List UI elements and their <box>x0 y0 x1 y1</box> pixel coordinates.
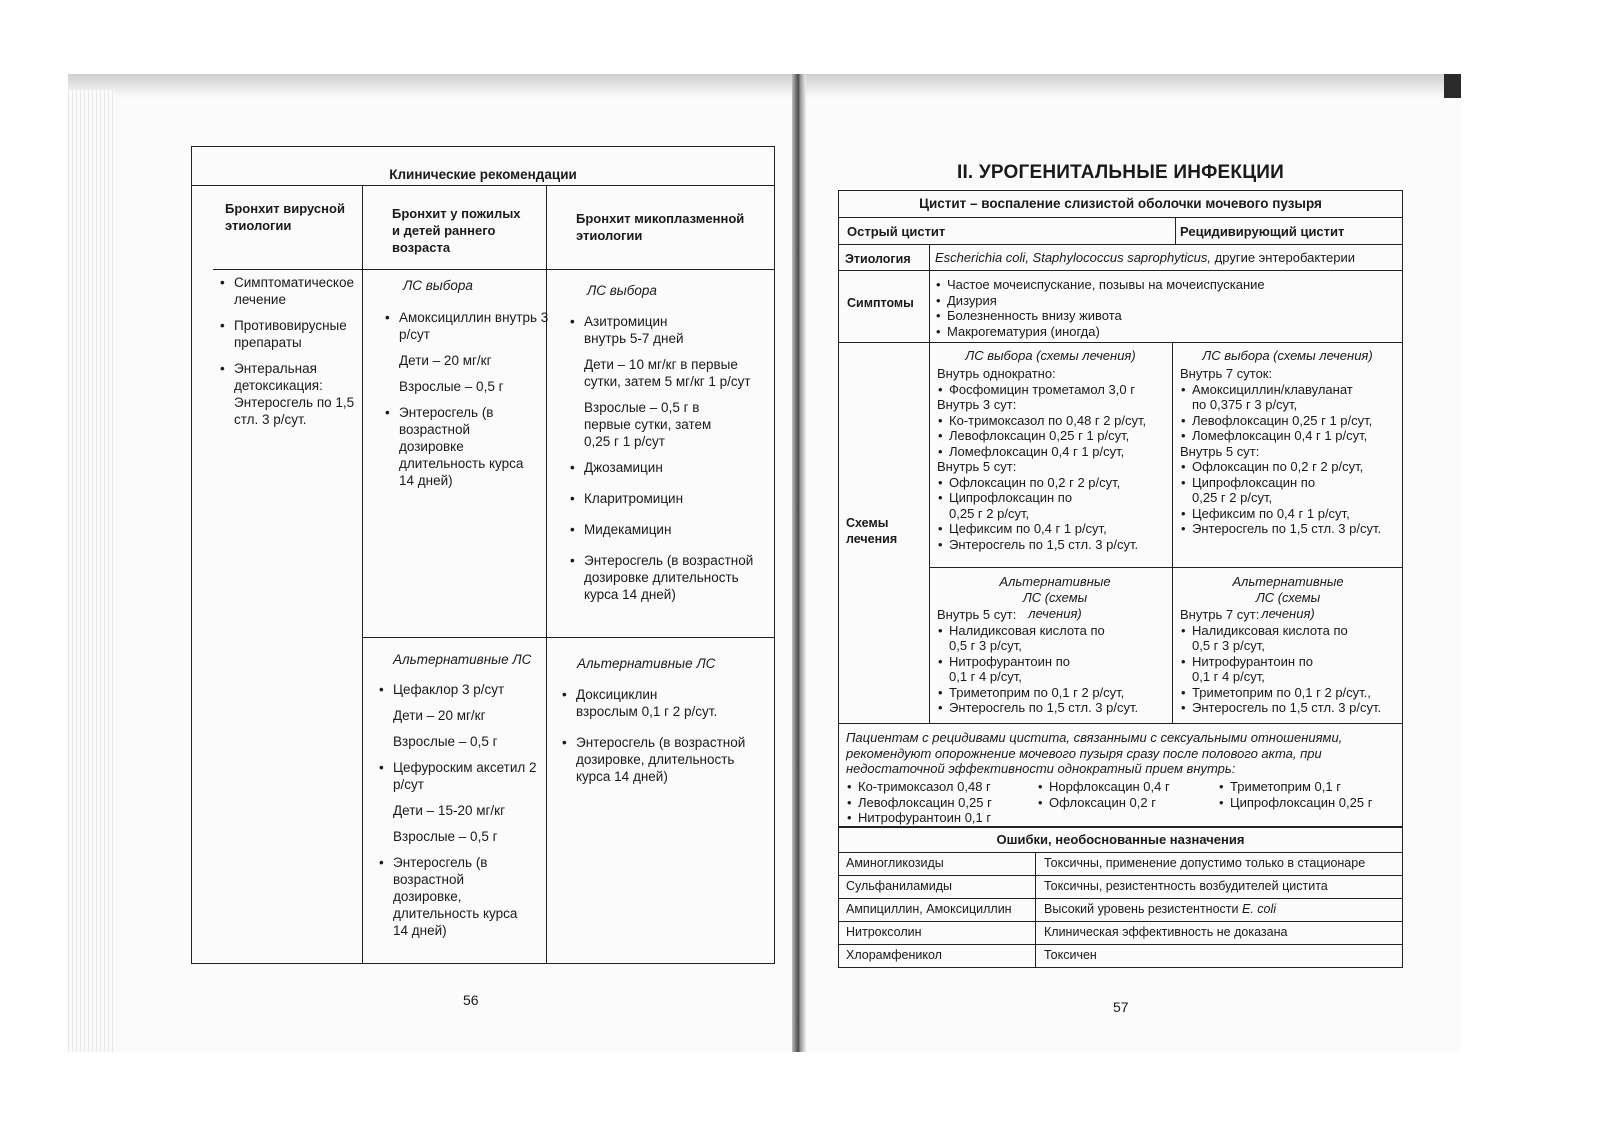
note-list-1 <box>846 779 1031 826</box>
list-item: • Левофлоксацин 0,25 г <box>846 795 1031 811</box>
title-divider <box>191 185 775 186</box>
h-line <box>929 567 1403 568</box>
list-item: • Норфлоксацин 0,4 г <box>1037 779 1212 795</box>
regimen-heading: Внутрь 5 сут: <box>937 607 1017 622</box>
list-item: • Триметоприм по 0,1 г 2 р/сут, <box>937 685 1169 701</box>
top-shadow <box>68 74 1461 98</box>
v-line <box>1172 342 1173 723</box>
table-row <box>838 853 1403 876</box>
header-viral: Бронхит вирусной этиологии <box>225 201 345 233</box>
list-item: • Энтеросгель по 1,5 стл. 3 р/сут. <box>1180 700 1402 716</box>
acute-choice <box>937 366 1169 552</box>
etiology-value <box>935 250 1355 266</box>
list-item: • Офлоксацин 0,2 г <box>1037 795 1212 811</box>
etiology-rest: другие энтеробактерии <box>1214 250 1355 265</box>
list-item: • Энтеросгель (в возрастной дозировке, длительность курса 14 дней) <box>561 734 751 785</box>
dose-kids: Дети – 15-20 мг/кг <box>393 803 506 818</box>
error-reason: Токсичны, резистентность возбудителей цистита <box>1044 879 1328 893</box>
error-reason: Токсичен <box>1044 948 1097 962</box>
elderly-choice <box>384 309 559 498</box>
error-reason: Токсичны, применение допустимо только в стационаре <box>1044 856 1366 870</box>
dose-adults: Взрослые – 0,5 г <box>393 734 498 749</box>
regimen-heading: Внутрь 7 суток: <box>1180 366 1273 381</box>
list-item: • Кларитромицин <box>569 490 769 507</box>
list-item: • Ко-тримоксазол 0,48 г <box>846 779 1031 795</box>
h-line <box>838 723 1403 724</box>
h-line <box>838 342 1403 343</box>
regimen-heading: Внутрь 5 сут: <box>1180 443 1260 459</box>
viral-list <box>219 274 361 437</box>
list-item: • Левофлоксацин 0,25 г 1 р/сут, <box>1180 413 1402 429</box>
list-item: • Энтеросгель по 1,5 стл. 3 р/сут. <box>937 537 1169 553</box>
errors-title: Ошибки, необоснованные назначения <box>996 832 1245 847</box>
error-drug: Ампициллин, Амоксициллин <box>839 899 1036 921</box>
header-mycoplasma: Бронхит микоплазменной этиологии <box>576 211 745 243</box>
header-elderly: Бронхит у пожилых и детей раннего возраста <box>392 206 521 255</box>
regimen-heading: Внутрь 7 сут: <box>1180 607 1260 622</box>
dose-kids: Дети – 10 мг/кг в первые сутки, затем 5 мг/кг 1 р/сут <box>584 357 751 389</box>
table-title: Клинические рекомендации <box>389 167 577 182</box>
cystitis-table-title: Цистит – воспаление слизистой оболочки мочевого пузыря <box>919 196 1322 211</box>
list-item: • Цефуроским аксетил 2 р/сут <box>378 759 538 793</box>
symptoms-label: Симптомы <box>847 296 914 310</box>
list-item: • Симптоматическое лечение <box>219 274 361 308</box>
scan-corner <box>1444 74 1461 98</box>
mycoplasma-choice <box>569 313 769 612</box>
list-item: • Противовирусные препараты <box>219 317 361 351</box>
regimen-heading: Внутрь 5 сут: <box>937 459 1017 474</box>
list-item: • Доксициклин взрослым 0,1 г 2 р/сут. <box>561 686 721 720</box>
error-reason-organism: E. coli <box>1241 902 1277 916</box>
acute-alt <box>937 607 1169 716</box>
list-item: • Макрогематурия (иногда) <box>935 324 1395 340</box>
etiology-species: Escherichia coli, Staphylococcus saprophyticus, <box>935 250 1212 265</box>
section-title: II. УРОГЕНИТАЛЬНЫЕ ИНФЕКЦИИ <box>956 162 1285 183</box>
list-item: • Налидиксовая кислота по 0,5 г 3 р/сут, <box>1180 623 1355 654</box>
page-number-left: 56 <box>463 992 479 1008</box>
header-divider <box>213 269 775 270</box>
list-item: • Ципрофлоксацин по 0,25 г 2 р/сут, <box>937 490 1087 521</box>
list-item: • Ломефлоксацин 0,4 г 1 р/сут, <box>937 444 1169 460</box>
list-item: • Частое мочеиспускание, позывы на мочеиспускание <box>935 277 1395 293</box>
list-item: • Фосфомицин трометамол 3,0 г <box>937 382 1169 398</box>
page-edges <box>68 90 114 1052</box>
list-item: • Цефаклор 3 р/сут <box>378 681 548 698</box>
table-row <box>838 876 1403 899</box>
dose-kids: Дети – 20 мг/кг <box>399 353 492 368</box>
v-line <box>929 244 930 723</box>
h-line <box>838 270 1403 271</box>
list-item: • Энтеросгель (в возрастной дозировке длительность курса 14 дней) <box>384 404 529 489</box>
dose-kids: Дети – 20 мг/кг <box>393 708 486 723</box>
list-item: • Ципрофлоксацин по 0,25 г 2 р/сут, <box>1180 475 1330 506</box>
list-item: • Амоксициллин/клавуланат по 0,375 г 3 р/сут, <box>1180 382 1365 413</box>
regimen-heading: Внутрь однократно: <box>937 366 1056 381</box>
error-drug: Сульфаниламиды <box>839 876 1036 898</box>
recurrent-header: Рецидивирующий цистит <box>1180 224 1345 239</box>
regimen-heading: Внутрь 3 сут: <box>937 397 1017 412</box>
list-item: • Налидиксовая кислота по 0,5 г 3 р/сут, <box>937 623 1112 654</box>
error-reason: Высокий уровень резистентности <box>1044 902 1239 916</box>
recurrent-choice-header: ЛС выбора (схемы лечения) <box>1202 348 1373 363</box>
alt-label-2: Альтернативные ЛС <box>393 652 532 667</box>
recurrent-choice <box>1180 366 1402 537</box>
h-line <box>838 217 1403 218</box>
v-line <box>1175 217 1176 244</box>
list-item: • Мидекамицин <box>569 521 769 538</box>
elderly-alt <box>378 681 548 948</box>
list-item: • Болезненность внизу живота <box>935 308 1395 324</box>
list-item: • Цефиксим по 0,4 г 1 р/сут, <box>937 521 1169 537</box>
choice-label-2: ЛС выбора <box>403 278 473 293</box>
acute-choice-header: ЛС выбора (схемы лечения) <box>965 348 1136 363</box>
list-item: • Ципрофлоксацин 0,25 г <box>1218 795 1398 811</box>
schemes-label: Схемы лечения <box>846 516 898 546</box>
list-item: • Нитрофурантоин по 0,1 г 4 р/сут, <box>937 654 1077 685</box>
error-drug: Аминогликозиды <box>839 853 1036 875</box>
list-item: • Цефиксим по 0,4 г 1 р/сут, <box>1180 506 1402 522</box>
error-drug: Хлорамфеникол <box>839 945 1036 967</box>
table-row <box>838 922 1403 945</box>
table-row <box>838 945 1403 968</box>
list-item: • Энтеросгель (в возрастной дозировке, длительность курса 14 дней) <box>378 854 523 939</box>
symptoms-list <box>935 277 1395 339</box>
book-gutter <box>792 74 806 1052</box>
note-list-2 <box>1037 779 1212 810</box>
acute-header: Острый цистит <box>847 224 946 239</box>
list-item: • Ко-тримоксазол по 0,48 г 2 р/сут, <box>937 413 1169 429</box>
mycoplasma-alt <box>561 686 761 794</box>
list-item: • Триметоприм 0,1 г <box>1218 779 1398 795</box>
h-line <box>838 244 1403 245</box>
recurrent-alt <box>1180 607 1402 716</box>
alt-label-3: Альтернативные ЛС <box>577 656 716 671</box>
list-item: • Нитрофурантоин 0,1 г <box>846 810 1031 826</box>
list-item: • Дизурия <box>935 293 1395 309</box>
recurrent-alt-header: Альтернативные ЛС (схемы лечения) <box>1232 574 1344 621</box>
list-item: • Нитрофурантоин по 0,1 г 4 р/сут, <box>1180 654 1320 685</box>
list-item: • Энтеросгель (в возрастной дозировке длительность курса 14 дней) <box>569 552 769 603</box>
col-divider-1 <box>362 185 363 964</box>
choice-label-3: ЛС выбора <box>587 283 657 298</box>
acute-alt-header: Альтернативные ЛС (схемы лечения) <box>999 574 1111 621</box>
list-item: • Офлоксацин по 0,2 г 2 р/сут, <box>937 475 1169 491</box>
list-item: • Энтеросгель по 1,5 стл. 3 р/сут. <box>1180 521 1402 537</box>
error-reason-wrap <box>1044 902 1276 916</box>
recurrence-note: Пациентам с рецидивами цистита, связанными с сексуальными отношениями, рекомендуют опорожнение мочевого пузыря сразу после полового акта, при недостаточной эффективности однократный прием внутрь: <box>846 730 1343 776</box>
list-item: • Азитромицин внутрь 5-7 дней <box>569 313 694 347</box>
error-reason: Клиническая эффективность не доказана <box>1044 925 1288 939</box>
list-item: • Офлоксацин по 0,2 г 2 р/сут, <box>1180 459 1402 475</box>
note-list-3 <box>1218 779 1398 810</box>
alt-divider <box>362 637 775 638</box>
list-item: • Левофлоксацин 0,25 г 1 р/сут, <box>937 428 1169 444</box>
dose-adults: Взрослые – 0,5 г <box>393 829 498 844</box>
list-item: • Энтеральная детоксикация: Энтеросгель по 1,5 стл. 3 р/сут. <box>219 360 361 428</box>
list-item: • Джозамицин <box>569 459 769 476</box>
dose-adults: Взрослые – 0,5 г <box>399 379 504 394</box>
list-item: • Энтеросгель по 1,5 стл. 3 р/сут. <box>937 700 1169 716</box>
dose-adults: Взрослые – 0,5 г в первые сутки, затем 0,25 г 1 р/сут <box>584 400 712 449</box>
list-item: • Ломефлоксацин 0,4 г 1 р/сут, <box>1180 428 1402 444</box>
page-number-right: 57 <box>1113 999 1129 1015</box>
list-item: • Триметоприм по 0,1 г 2 р/сут., <box>1180 685 1402 701</box>
etiology-label: Этиология <box>845 252 911 266</box>
list-item: • Амоксициллин внутрь 3 р/сут <box>384 309 559 343</box>
error-drug: Нитроксолин <box>839 922 1036 944</box>
table-row <box>838 899 1403 922</box>
